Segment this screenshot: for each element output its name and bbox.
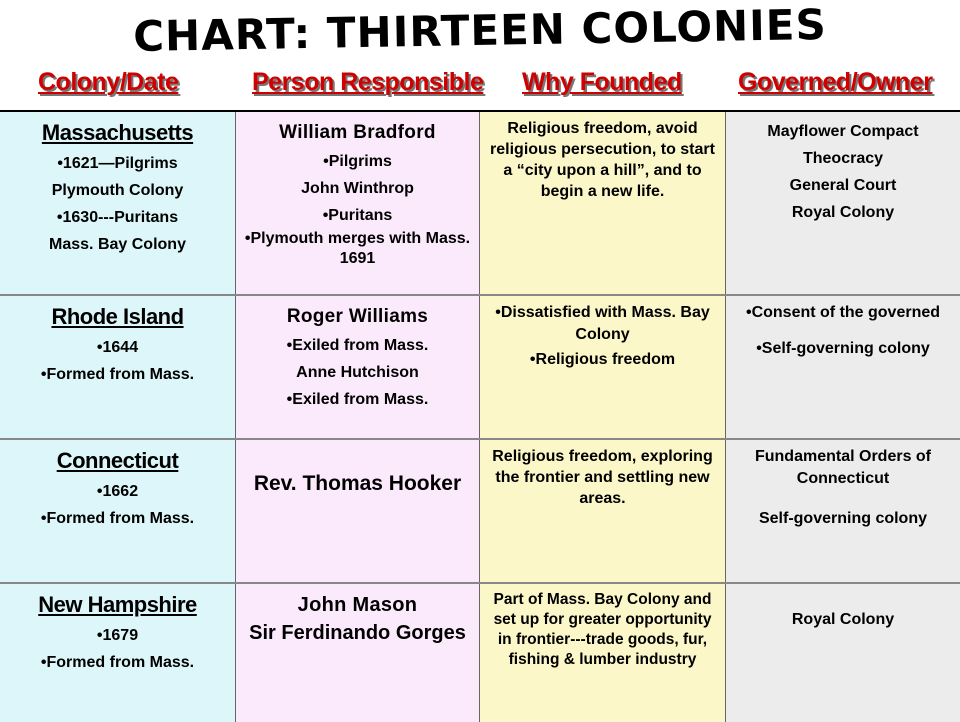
colony-line: •1621—Pilgrims [57,155,178,172]
governed-cell [726,584,960,722]
person-line: •Exiled from Mass. [286,337,429,354]
person-name: Roger Williams [286,306,429,327]
person-line: •Exiled from Mass. [286,391,429,408]
colony-name: Connecticut [56,448,179,473]
colony-cell [0,112,236,294]
governed-line: •Self-governing colony [756,340,930,357]
person-line: •Plymouth merges with Mass. 1691 [244,230,471,267]
header-person-responsible: Person Responsible [252,68,484,96]
governed-cell [726,440,960,582]
colony-line: •1644 [96,339,139,356]
governed-line: Mayflower Compact [767,123,919,140]
table-row-rhode-island [0,296,960,440]
governed-line: Royal Colony [791,611,895,628]
why-text: Part of Mass. Bay Colony and set up for greater opportunity in frontier---trade goods, fur, fishing & lumber industry [493,591,712,668]
column-headers [0,68,960,102]
why-cell [480,296,726,438]
header-why-founded: Why Founded [522,68,682,96]
governed-line: Theocracy [802,150,884,167]
chart-title: CHART: THIRTEEN COLONIES [132,0,828,62]
colony-line: •Formed from Mass. [40,510,195,527]
person-name: Rev. Thomas Hooker [253,472,462,495]
colony-name: Rhode Island [51,304,184,329]
colony-line: •Formed from Mass. [40,654,195,671]
person-name: John Mason [297,594,418,616]
colony-line: Plymouth Colony [51,182,184,199]
why-text: Religious freedom, exploring the frontier and settling new areas. [492,448,713,507]
person-cell [236,296,480,438]
colony-cell [0,296,236,438]
person-cell [236,112,480,294]
governed-cell [726,112,960,294]
colony-line: •Formed from Mass. [40,366,195,383]
colony-cell [0,584,236,722]
colony-name: Massachusetts [41,120,194,145]
person-line: John Winthrop [301,180,414,197]
person-line: Anne Hutchison [296,364,419,381]
colony-line: •1662 [96,483,139,500]
colony-name: New Hampshire [38,592,197,617]
person-line: •Puritans [322,207,393,224]
why-line: •Dissatisfied with Mass. Bay Colony [495,304,710,343]
table-row-new-hampshire [0,584,960,722]
governed-line: Royal Colony [791,204,895,221]
colony-line: •1679 [96,627,139,644]
person-name: William Bradford [279,122,436,143]
colony-line: Mass. Bay Colony [49,236,186,253]
governed-line: Fundamental Orders of Connecticut [754,448,932,487]
why-cell [480,584,726,722]
header-colony-date: Colony/Date [38,68,179,96]
person-line: •Pilgrims [323,153,392,170]
person-name: Sir Ferdinando Gorges [249,622,466,644]
governed-cell [726,296,960,438]
person-cell [236,584,480,722]
colony-line: •1630---Puritans [56,209,179,226]
table-row-connecticut [0,440,960,584]
colonies-table [0,110,960,720]
governed-line: •Consent of the governed [745,304,941,321]
table-row-massachusetts [0,112,960,296]
governed-line: General Court [789,177,897,194]
why-text: Religious freedom, avoid religious persecution, to start a “city upon a hill”, and to begin a new life. [490,120,715,200]
why-cell [480,112,726,294]
colony-cell [0,440,236,582]
person-cell [236,440,480,582]
header-governed-owner: Governed/Owner [738,68,933,96]
why-line: •Religious freedom [529,351,676,368]
why-cell [480,440,726,582]
governed-line: Self-governing colony [758,510,927,527]
